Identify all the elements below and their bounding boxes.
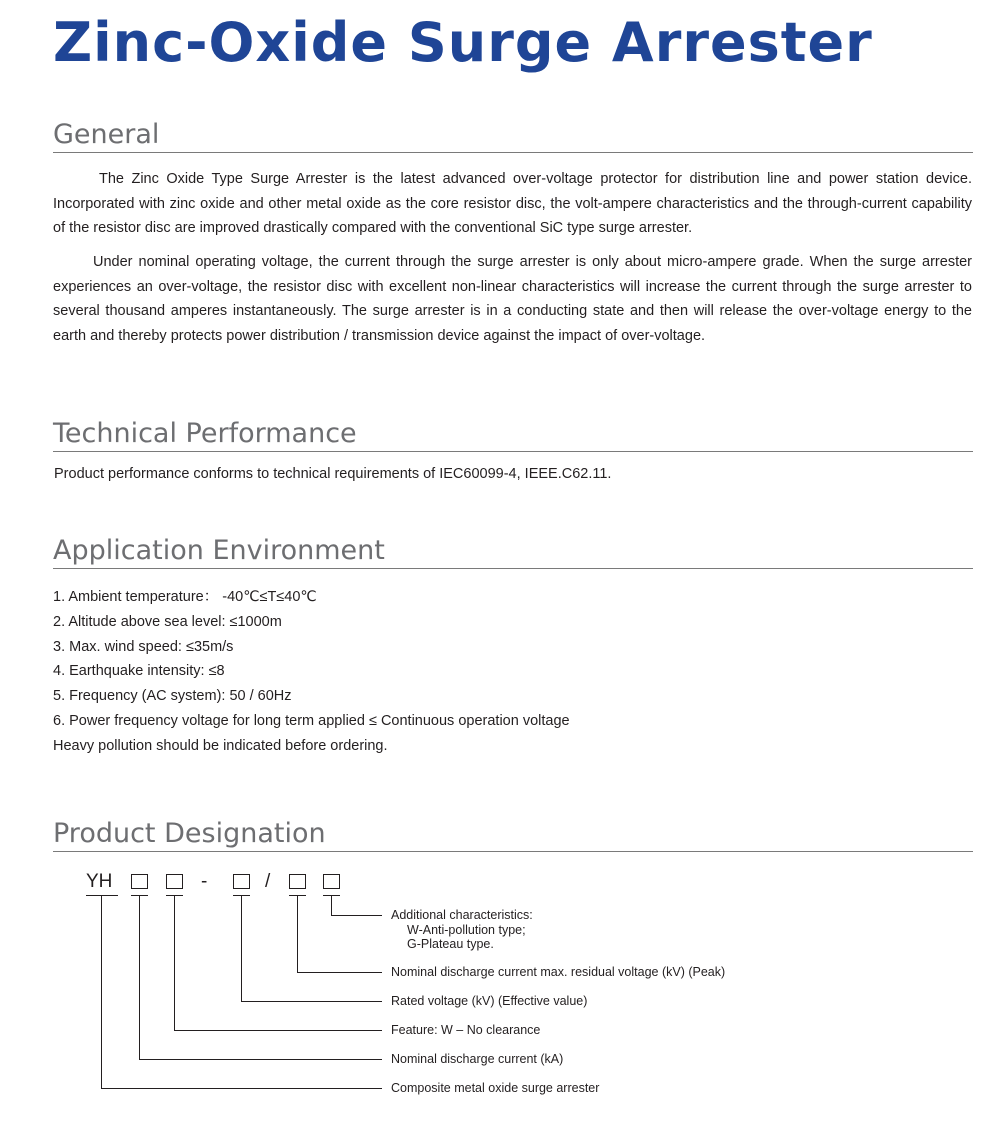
list-item: 6. Power frequency voltage for long term applied ≤ Continuous operation voltage bbox=[53, 712, 570, 729]
code-box-discharge-current bbox=[131, 874, 148, 889]
list-item: 2. Altitude above sea level: ≤1000m bbox=[53, 613, 282, 630]
section-heading-technical: Technical Performance bbox=[53, 417, 973, 452]
label-additional-w: W-Anti-pollution type; bbox=[407, 923, 526, 937]
leader-horizontal-composite bbox=[101, 1088, 382, 1089]
leader-horizontal-discharge bbox=[139, 1059, 382, 1060]
code-prefix: YH bbox=[86, 871, 113, 892]
list-item: 1. Ambient temperature： -40℃≤T≤40℃ bbox=[53, 589, 317, 605]
leader-horizontal-additional bbox=[331, 915, 382, 916]
label-discharge-current: Nominal discharge current (kA) bbox=[391, 1052, 564, 1066]
technical-text: Product performance conforms to technical requirements of IEC60099-4, IEEE.C62.11. bbox=[54, 466, 612, 482]
label-rated-voltage: Rated voltage (kV) (Effective value) bbox=[391, 994, 588, 1008]
label-feature: Feature: W – No clearance bbox=[391, 1023, 541, 1037]
leader-horizontal-residual bbox=[297, 972, 382, 973]
leader-vertical-additional bbox=[331, 895, 332, 916]
leader-vertical-discharge bbox=[139, 895, 140, 1060]
code-box-rated-voltage bbox=[233, 874, 250, 889]
section-heading-designation: Product Designation bbox=[53, 817, 973, 852]
label-residual-voltage: Nominal discharge current max. residual voltage (kV) (Peak) bbox=[391, 965, 726, 979]
leader-vertical-residual bbox=[297, 895, 298, 973]
code-box-residual-voltage bbox=[289, 874, 306, 889]
label-additional-g: G-Plateau type. bbox=[407, 937, 494, 951]
leader-horizontal-rated bbox=[241, 1001, 382, 1002]
label-composite: Composite metal oxide surge arrester bbox=[391, 1081, 600, 1095]
list-item: 3. Max. wind speed: ≤35m/s bbox=[53, 638, 234, 655]
list-item: Heavy pollution should be indicated before ordering. bbox=[53, 737, 388, 754]
code-slash: / bbox=[265, 871, 271, 892]
code-box-additional bbox=[323, 874, 340, 889]
list-item: 4. Earthquake intensity: ≤8 bbox=[53, 663, 225, 680]
code-box-feature bbox=[166, 874, 183, 889]
leader-horizontal-feature bbox=[174, 1030, 382, 1031]
list-item: 5. Frequency (AC system): 50 / 60Hz bbox=[53, 688, 292, 705]
general-paragraph-2: Under nominal operating voltage, the current through the surge arrester is only about micro-ampere grade. When the surge arrester experiences an over-voltage, the resistor disc with excellent non-linear characteristics will increase the current through the surge arrester to several thousand amperes instantaneously. The surge arrester is in a conducting state and then will release the over-voltage energy to the earth and thereby protects power distribution / transmission device against the impact of over-voltage. bbox=[53, 254, 972, 344]
application-list bbox=[53, 585, 570, 759]
general-paragraph-1: The Zinc Oxide Type Surge Arrester is the latest advanced over-voltage protector for distribution line and power station device. Incorporated with zinc oxide and other metal oxide as the core resistor disc, the volt-ampere characteristics and the through-current capability of the resistor disc are improved drastically compared with the conventional SiC type surge arrester. bbox=[53, 171, 972, 237]
code-dash: - bbox=[201, 871, 208, 892]
section-heading-application: Application Environment bbox=[53, 534, 973, 569]
leader-vertical-rated bbox=[241, 895, 242, 1002]
page-title: Zinc-Oxide Surge Arrester bbox=[53, 11, 873, 74]
leader-vertical-composite bbox=[101, 895, 102, 1089]
section-heading-general: General bbox=[53, 118, 973, 153]
leader-vertical-feature bbox=[174, 895, 175, 1031]
label-additional: Additional characteristics: bbox=[391, 908, 533, 922]
